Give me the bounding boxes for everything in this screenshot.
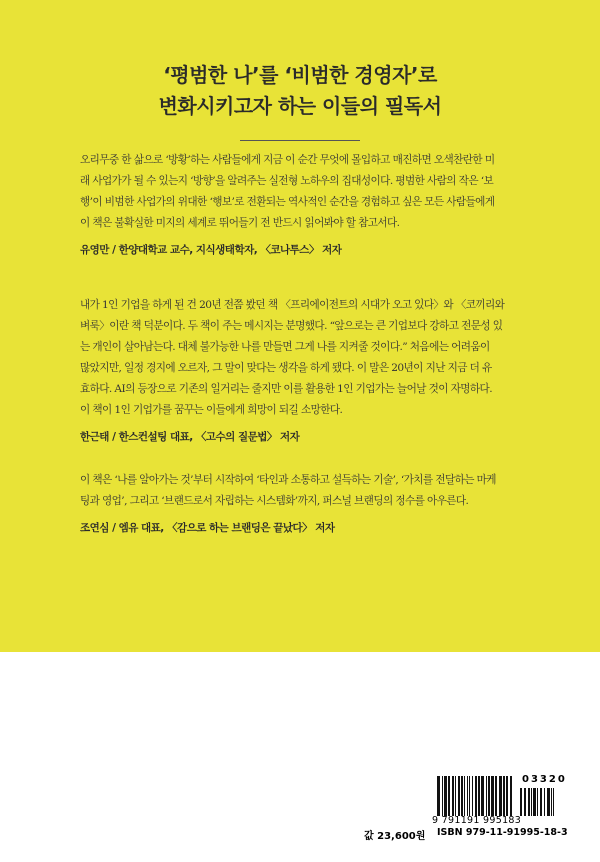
barcode-bar <box>452 776 454 816</box>
review-line: 효하다. AI의 등장으로 기존의 일거리는 줄지만 이를 활용한 1인 기업가는 늘어날 것이 자명하다. <box>80 383 492 395</box>
barcode-bar <box>533 788 536 816</box>
review-line: 이 책이 1인 기업가를 꿈꾸는 이들에게 희망이 되길 소망한다. <box>80 404 343 416</box>
barcode-bar <box>544 788 545 816</box>
review-line: 많았지만, 일정 경지에 오르자, 그 말이 맞다는 생각을 하게 됐다. 이 말은 20년이 지난 지금 더 유 <box>80 362 492 374</box>
barcode-bar <box>437 776 440 816</box>
divider <box>240 140 360 141</box>
barcode-bar <box>469 776 470 816</box>
barcode-bar <box>499 776 502 816</box>
barcode-bar <box>461 776 463 816</box>
barcode-bar <box>547 788 550 816</box>
review-2 <box>80 295 540 448</box>
barcode-bar <box>488 776 490 816</box>
barcode-bar <box>464 776 465 816</box>
review-line: 행’이 비범한 사업가의 위대한 ‘행보’로 전환되는 역사적인 순간을 경험하고 싶은 모든 사람들에게 <box>80 196 495 208</box>
review-line: 내가 1인 기업을 하게 된 건 20년 전쯤 봤던 책 〈프리에이전트의 시대가 오고 있다〉와 〈코끼리와 <box>80 299 505 311</box>
review-line: 이 책은 불확실한 미지의 세계로 뛰어들기 전 반드시 읽어봐야 할 참고서다. <box>80 217 400 229</box>
barcode-bar <box>467 776 468 816</box>
review-line: 래 사업가가 될 수 있는지 ‘방향’을 알려주는 실전형 노하우의 집대성이다. 평범한 사람의 작은 ‘보 <box>80 175 494 187</box>
review-line: 는 개인이 살아남는다. 대체 불가능한 나를 만들면 그게 나를 지켜줄 것이다.” 처음에는 어려움이 <box>80 341 490 353</box>
barcode-bar <box>495 776 497 816</box>
headline-line-2: 변화시키고자 하는 이들의 필독서 <box>158 94 442 118</box>
review-signature: 유영만 / 한양대학교 교수, 지식생태학자, 〈코나투스〉 저자 <box>80 244 342 256</box>
review-line: 팅과 영업’, 그리고 ‘브랜드로서 자립하는 시스템화’까지, 퍼스널 브랜딩의 정수를 아우른다. <box>80 495 469 507</box>
barcode-bar <box>528 788 530 816</box>
review-line: 오리무중 한 삶으로 ‘방황’하는 사람들에게 지금 이 순간 무엇에 몰입하고 매진하면 오색찬란한 미 <box>80 154 495 166</box>
review-line: 이 책은 ‘나를 알아가는 것’부터 시작하여 ‘타인과 소통하고 설득하는 기술’, ‘가치를 전달하는 마케 <box>80 474 496 486</box>
barcode-bar <box>478 776 480 816</box>
isbn: ISBN 979-11-91995-18-3 <box>437 827 568 838</box>
barcode-bar <box>506 776 508 816</box>
barcode-bar <box>444 776 447 816</box>
barcode-bar <box>524 788 526 816</box>
barcode-bar <box>458 776 460 816</box>
barcode-bar <box>448 776 450 816</box>
barcode-bar <box>520 788 522 816</box>
barcode-bar <box>491 776 494 816</box>
barcode-bar <box>472 776 473 816</box>
barcode-bar <box>486 776 487 816</box>
headline <box>0 60 600 122</box>
headline-line-1: ‘평범한 나’를 ‘비범한 경영자’로 <box>163 63 437 87</box>
price: 값 23,600원 <box>364 831 426 842</box>
review-3 <box>80 470 540 539</box>
barcode-bar <box>510 776 512 816</box>
barcode-addon-number: 03320 <box>522 774 567 785</box>
barcode-bar <box>553 788 554 816</box>
barcode-bar <box>537 788 538 816</box>
review-1 <box>80 150 540 261</box>
barcode-addon <box>520 788 556 816</box>
barcode-bar <box>442 776 443 816</box>
barcode-bar <box>503 776 505 816</box>
barcode-number: 9 791191 995183 <box>432 815 522 826</box>
barcode-bar <box>481 776 484 816</box>
review-signature: 조연심 / 엠유 대표, 〈감으로 하는 브랜딩은 끝났다〉 저자 <box>80 522 335 534</box>
review-signature: 한근태 / 한스컨설팅 대표, 〈고수의 질문법〉 저자 <box>80 431 300 443</box>
barcode-bar <box>551 788 552 816</box>
barcode-bar <box>475 776 477 816</box>
barcode-bar <box>531 788 532 816</box>
barcode-bar <box>540 788 542 816</box>
review-line: 벼룩〉이란 책 덕분이다. 두 책이 주는 메시지는 분명했다. “앞으로는 큰 기업보다 강하고 전문성 있 <box>80 320 503 332</box>
barcode <box>437 776 513 816</box>
barcode-bar <box>455 776 456 816</box>
